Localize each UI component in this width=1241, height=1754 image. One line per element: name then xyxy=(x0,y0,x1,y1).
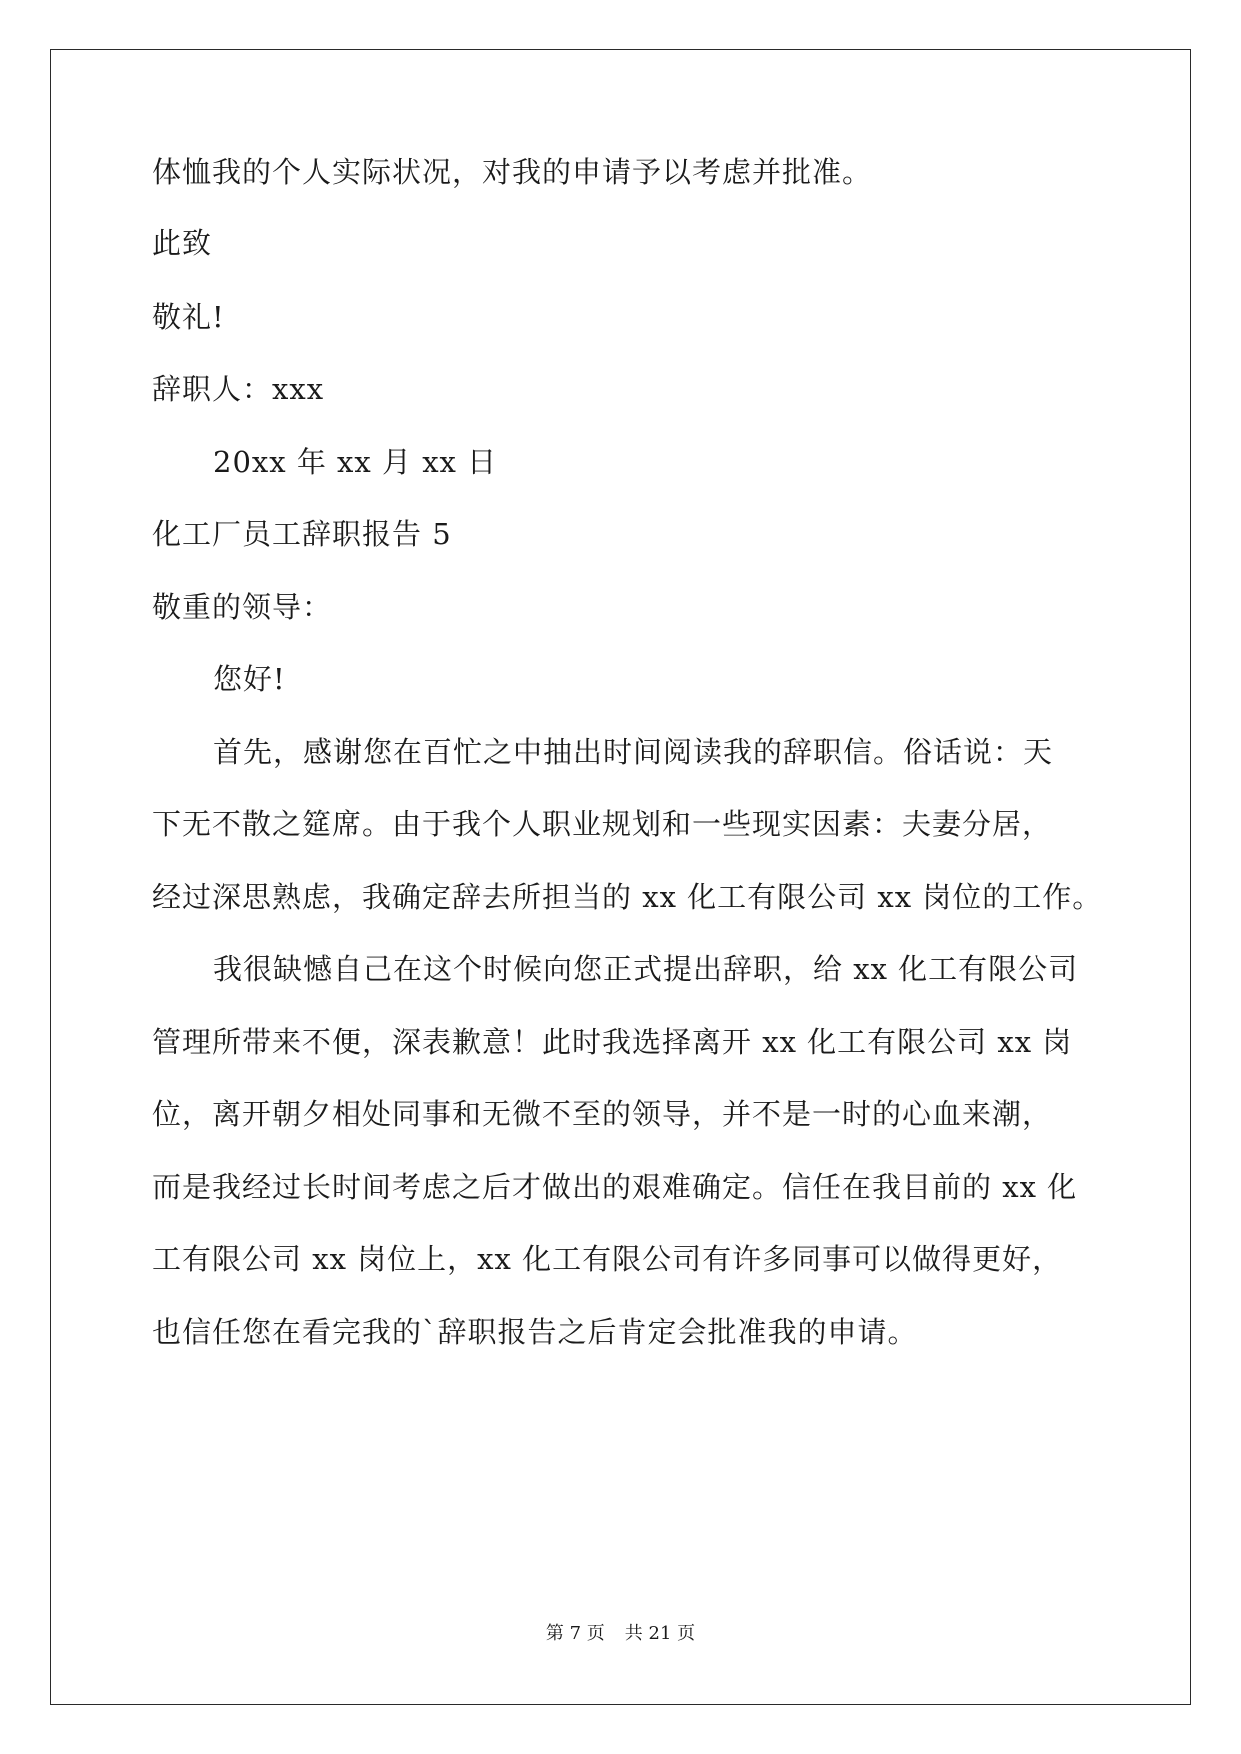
text-line: 我很缺憾自己在这个时候向您正式提出辞职，给 xx 化工有限公司 xyxy=(213,952,1079,986)
signature-date: 20xx 年 xx 月 xx 日 xyxy=(213,445,498,479)
text-line: 工有限公司 xx 岗位上，xx 化工有限公司有许多同事可以做得更好， xyxy=(152,1242,1063,1276)
signature-name: 辞职人：xxx xyxy=(152,372,325,406)
text-line: 管理所带来不便，深表歉意！此时我选择离开 xx 化工有限公司 xx 岗 xyxy=(152,1025,1073,1059)
text-line: 也信任您在看完我的`辞职报告之后肯定会批准我的申请。 xyxy=(152,1315,918,1349)
text-line: 首先，感谢您在百忙之中抽出时间阅读我的辞职信。俗话说：天 xyxy=(213,735,1054,769)
text-line: 位，离开朝夕相处同事和无微不至的领导，并不是一时的心血来潮， xyxy=(152,1097,1053,1131)
greeting: 您好! xyxy=(213,662,286,696)
closing-respect: 敬礼! xyxy=(152,300,225,334)
current-page-number: 第 7 页 xyxy=(545,1623,605,1644)
text-line: 而是我经过长时间考虑之后才做出的艰难确定。信任在我目前的 xx 化 xyxy=(152,1170,1078,1204)
text-line: 下无不散之筵席。由于我个人职业规划和一些现实因素：夫妻分居， xyxy=(152,807,1053,841)
section-title: 化工厂员工辞职报告 5 xyxy=(152,517,452,551)
text-line: 经过深思熟虑，我确定辞去所担当的 xx 化工有限公司 xx 岗位的工作。 xyxy=(152,880,1103,914)
text-line: 体恤我的个人实际状况，对我的申请予以考虑并批准。 xyxy=(152,155,873,189)
closing-salutation: 此致 xyxy=(152,226,213,260)
letter-salutation: 敬重的领导： xyxy=(152,590,333,624)
page-footer xyxy=(0,1622,1241,1646)
total-page-count: 共 21 页 xyxy=(624,1623,696,1644)
